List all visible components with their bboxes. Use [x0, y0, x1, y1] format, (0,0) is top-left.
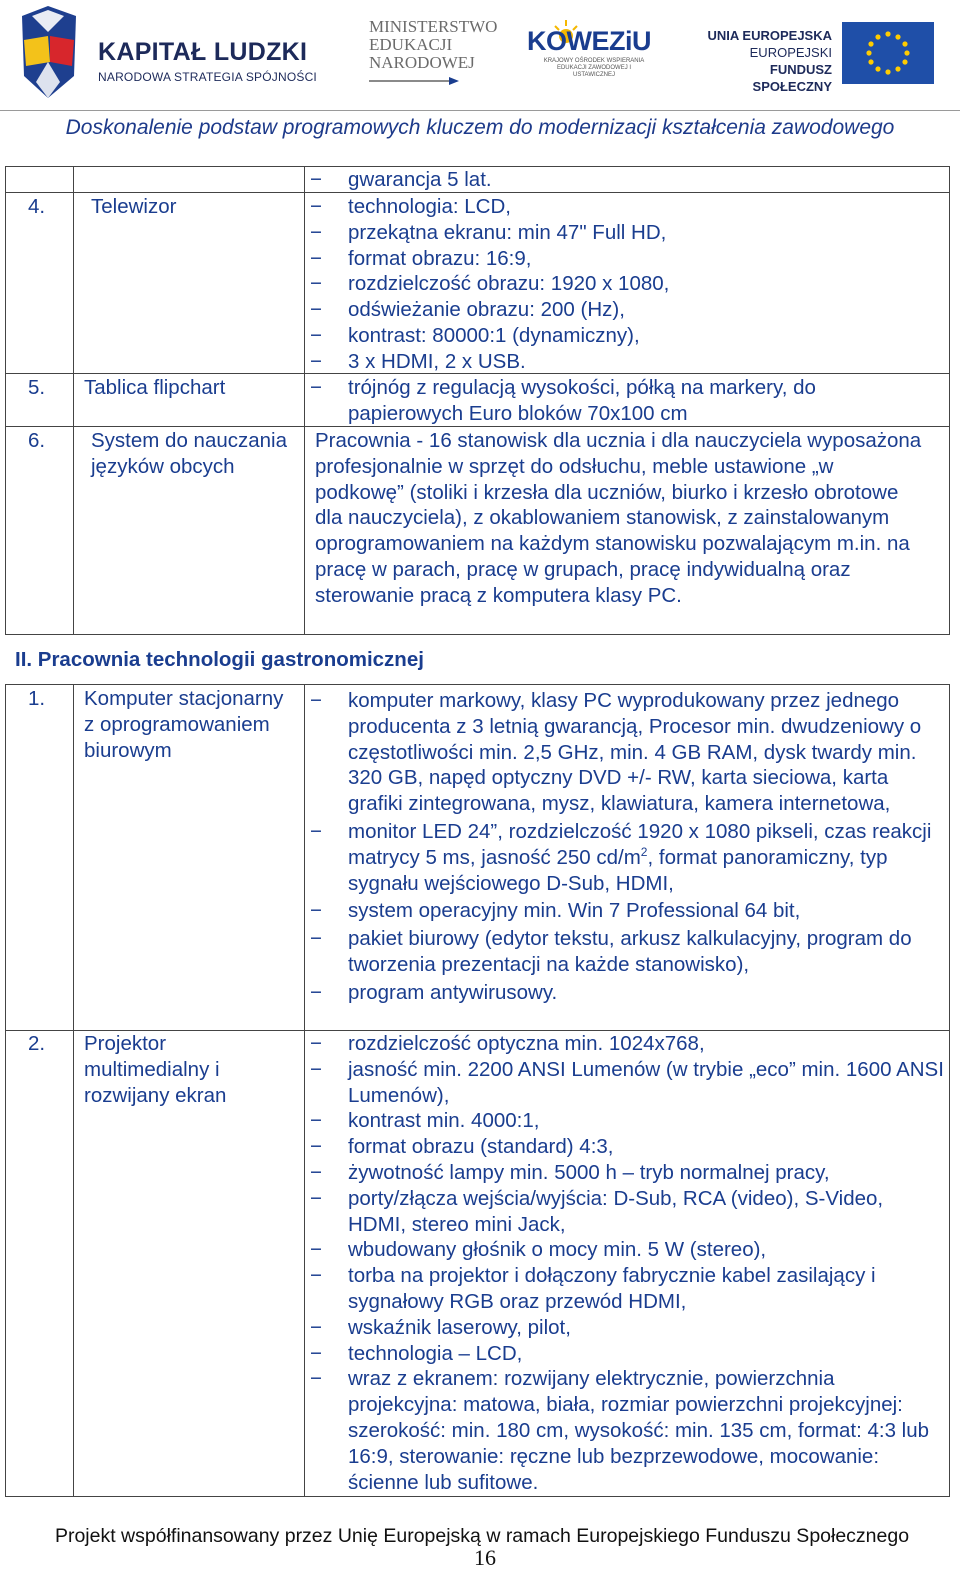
- list-item: − system operacyjny min. Win 7 Professional 64 bit,: [310, 899, 801, 923]
- row-number: 1.: [28, 687, 46, 710]
- dash-bullet: −: [310, 323, 322, 347]
- table-border: [73, 166, 74, 635]
- row-desc: [306, 375, 906, 427]
- dash-bullet: −: [310, 1135, 322, 1159]
- section-title: II. Pracownia technologii gastronomicznej: [15, 648, 424, 671]
- superscript: 2: [640, 844, 648, 859]
- table-border: [949, 684, 950, 1497]
- footer-text: Projekt współfinansowany przez Unię Europejską w ramach Europejskiego Funduszu Społecznego: [54, 1525, 910, 1547]
- row-desc: [306, 688, 944, 1006]
- list-item: − program antywirusowy.: [310, 980, 558, 1004]
- dash-bullet: −: [310, 246, 322, 270]
- table-border: [304, 684, 305, 1497]
- row-number: 4.: [28, 195, 46, 218]
- row-name: System do nauczania języków obcych: [91, 429, 288, 478]
- list-item: − porty/złącza wejścia/wyjścia: D-Sub, RCA (video), S-Video, HDMI, stereo mini Jack,: [310, 1186, 884, 1236]
- list-item: − pakiet biurowy (edytor tekstu, arkusz kalkulacyjny, program do tworzenia prezentacji na każde stanowisko),: [310, 927, 912, 976]
- list-item: − komputer markowy, klasy PC wyprodukowany przez jednego producenta z 3 letnią gwarancją, Procesor min. dwudzeniowy o częstotliwości min. 2,5 GHz, min. 4 GB RAM, dysk twardy min. 320 GB, napęd optyczny DVD +/- RW, karta sieciowa, karta grafiki zintegrowana, mysz, klawiatura, kamera internetowa,: [310, 689, 922, 816]
- list-item: − odświeżanie obrazu: 200 (Hz),: [310, 298, 625, 322]
- dash-bullet: −: [310, 1032, 322, 1055]
- kowezu-subtitle: KRAJOWY OŚRODEK WSPIERANIA EDUKACJI ZAWODOWEJ I USTAWICZNEJ: [543, 58, 645, 78]
- dash-bullet: −: [310, 1264, 322, 1288]
- list-item: − wbudowany głośnik o mocy min. 5 W (stereo),: [310, 1238, 767, 1262]
- dash-bullet: −: [310, 220, 322, 244]
- kapital-ludzki-subtitle: NARODOWA STRATEGIA SPÓJNOŚCI: [98, 70, 317, 84]
- list-item: − 3 x HDMI, 2 x USB.: [310, 349, 526, 373]
- kapital-ludzki-title: KAPITAŁ LUDZKI: [98, 38, 308, 66]
- list-item: − format obrazu (standard) 4:3,: [310, 1135, 614, 1159]
- row-desc: [315, 428, 925, 609]
- table-border: [949, 166, 950, 635]
- dash-bullet: −: [310, 1057, 322, 1081]
- men-logo-line-1: MINISTERSTWO: [369, 17, 498, 36]
- list-item: − monitor LED 24”, rozdzielczość 1920 x 1080 pikseli, czas reakcji matrycy 5 ms, jasność 250 $cd/m^2$, format panoramiczny, typ sygnału wejściowego D-Sub, HDMI,: [310, 819, 932, 895]
- list-item: − rozdzielczość optyczna min. 1024x768,: [310, 1032, 705, 1055]
- kowezu-name: KOWEZiU: [527, 26, 651, 56]
- table-border: [73, 684, 74, 1497]
- dash-bullet: −: [310, 1186, 322, 1210]
- dash-bullet: −: [310, 195, 322, 218]
- dash-bullet: −: [310, 272, 322, 296]
- list-item: − torba na projektor i dołączony fabrycznie kabel zasilający i sygnałowy RGB oraz przewód HDMI,: [310, 1264, 876, 1313]
- dash-bullet: −: [310, 899, 322, 923]
- row-name: Telewizor: [91, 195, 177, 218]
- dash-bullet: −: [310, 819, 322, 843]
- dash-bullet: −: [310, 689, 322, 712]
- dash-bullet: −: [310, 298, 322, 322]
- table-border: [304, 166, 305, 635]
- row-number: 6.: [28, 429, 46, 452]
- dash-bullet: −: [310, 1160, 322, 1184]
- list-item: − technologia: LCD,: [310, 195, 511, 218]
- row-desc: [306, 194, 946, 375]
- dash-bullet: −: [310, 376, 322, 399]
- table-border: [5, 684, 6, 1497]
- page-number: 16: [474, 1545, 496, 1570]
- eu-logo-line-3: FUNDUSZ SPOŁECZNY: [752, 62, 832, 94]
- table-border: [5, 1496, 950, 1497]
- document-subtitle: Doskonalenie podstaw programowych kluczem do modernizacji kształcenia zawodowego: [65, 116, 895, 139]
- table-border: [5, 166, 6, 635]
- eu-logo-line-1: UNIA EUROPEJSKA: [707, 28, 832, 43]
- list-item: − wraz z ekranem: rozwijany elektrycznie, powierzchnia projekcyjna: matowa, biała, rozmiar powierzchni projekcyjnej: szerokość: min. 180 cm, wysokość: min. 135 cm, format: 4:3 lub 16:9, sterowanie: ręczne lub bezprzewodowe, mocowanie: ścienne lub sufitowe.: [310, 1367, 930, 1494]
- row-name: Projektor multimedialny i rozwijany ekran: [84, 1032, 227, 1107]
- table-border: [5, 684, 950, 685]
- list-item: − kontrast min. 4000:1,: [310, 1109, 540, 1133]
- list-item: − jasność min. 2200 ANSI Lumenów (w trybie „eco” min. 1600 ANSI Lumenów),: [310, 1057, 944, 1107]
- row-name: Tablica flipchart: [84, 376, 226, 399]
- table-border: [5, 634, 950, 635]
- list-item: − kontrast: 80000:1 (dynamiczny),: [310, 323, 640, 347]
- list-item: − przekątna ekranu: min 47" Full HD,: [310, 220, 667, 244]
- row-number: 5.: [28, 376, 46, 399]
- men-logo-line-3: NARODOWEJ: [369, 53, 475, 72]
- dash-bullet: −: [310, 1315, 322, 1339]
- dash-bullet: −: [310, 927, 322, 951]
- dash-bullet: −: [310, 168, 322, 191]
- list-item: − wskaźnik laserowy, pilot,: [310, 1315, 571, 1339]
- row-name: Komputer stacjonarny z oprogramowaniem biurowym: [84, 687, 284, 762]
- list-item: − format obrazu: 16:9,: [310, 246, 532, 270]
- dash-bullet: −: [310, 1367, 322, 1391]
- dash-bullet: −: [310, 1109, 322, 1133]
- eu-logo-line-2: EUROPEJSKI: [749, 45, 832, 60]
- continued-row-desc: [306, 167, 946, 193]
- row-desc: [306, 1031, 944, 1495]
- list-item: − rozdzielczość obrazu: 1920 x 1080,: [310, 272, 670, 296]
- row-paragraph: Pracownia - 16 stanowisk dla ucznia i dla nauczyciela wyposażona profesjonalnie w sprzęt do odsłuchu, meble ustawione „w podkowę” (stoliki i krzesła dla uczniów, biurko i krzesło obrotowe dla nauczyciela), z okablowaniem stanowisk, z zainstalowanym oprogramowaniem na każdym stanowisku pozwalającym m.in. na pracę w parach, pracę w grupach, pracę indywidualną oraz sterowanie pracą z komputera klasy PC.: [315, 429, 922, 607]
- list-item: − żywotność lampy min. 5000 h – tryb normalnej pracy,: [310, 1160, 830, 1184]
- list-item: − gwarancja 5 lat.: [310, 168, 492, 191]
- list-item: − trójnóg z regulacją wysokości, półką na markery, do papierowych Euro bloków 70x100 cm: [310, 376, 816, 425]
- dash-bullet: −: [310, 1238, 322, 1262]
- row-number: 2.: [28, 1032, 46, 1055]
- dash-bullet: −: [310, 349, 322, 373]
- men-logo-line-2: EDUKACJI: [369, 35, 453, 54]
- dash-bullet: −: [310, 1341, 322, 1365]
- list-item: − technologia – LCD,: [310, 1341, 523, 1365]
- dash-bullet: −: [310, 980, 322, 1004]
